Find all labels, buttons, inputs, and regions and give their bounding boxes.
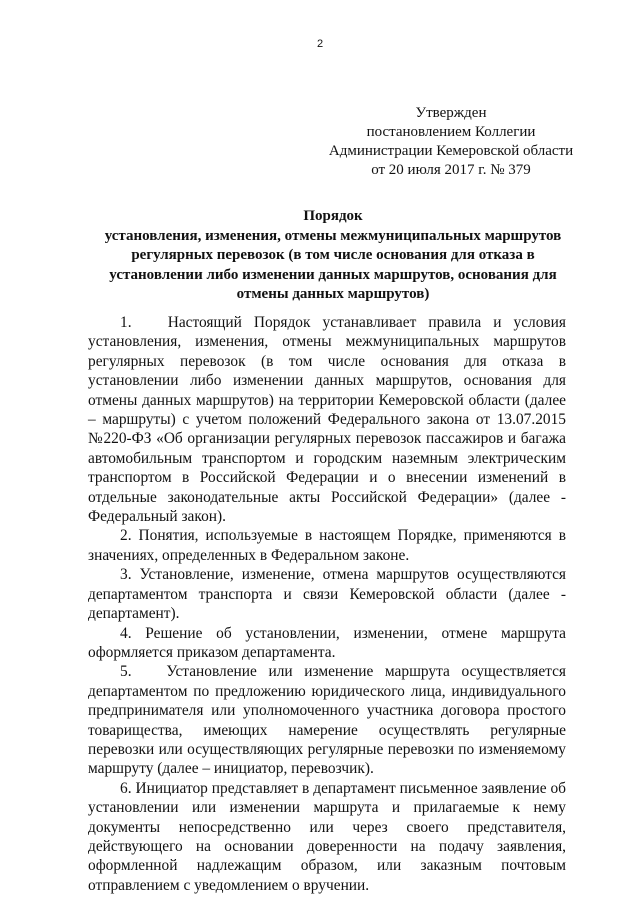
approval-line-3: Администрации Кемеровской области	[328, 143, 574, 159]
paragraph-2: 2. Понятия, используемые в настоящем Порядке, применяются в значениях, определенных в Федеральном законе.	[88, 527, 566, 564]
title-line-1: установления, изменения, отмены межмуниципальных маршрутов	[104, 227, 562, 244]
title-line-3: установлении либо изменении данных маршрутов, основания для	[109, 266, 557, 283]
paragraph-1: 1. Настоящий Порядок устанавливает правила и условия установления, изменения, отмены межмуниципальных маршрутов регулярных перевозок (в том числе основания для отказа в установлении либо изменении данных маршрутов, основания для отмены данных маршрутов) на территории Кемеровской области (далее – маршруты) с учетом положений Федерального закона от 13.07.2015 №220-ФЗ «Об организации регулярных перевозок пассажиров и багажа автомобильным транспортом и городским наземным электрическим транспортом в Российской Федерации и о внесении изменений в отдельные законодательные акты Российской Федерации» (далее - Федеральный закон).	[88, 314, 566, 526]
page-number: 2	[316, 38, 324, 50]
title-line-4: отмены данных маршрутов)	[236, 286, 430, 302]
title-line-2: регулярных перевозок (в том числе основания для отказа в	[131, 247, 535, 263]
document-body	[88, 313, 566, 895]
document-title	[78, 207, 588, 305]
approval-line-1: Утвержден	[415, 105, 487, 121]
approval-stamp	[316, 104, 586, 180]
paragraph-5: 5. Установление или изменение маршрута осуществляется департаментом по предложению юридического лица, индивидуального предпринимателя или уполномоченного участника договора простого товарищества, имеющих намерение осуществлять регулярные перевозки или осуществляющих регулярные перевозки по изменяемому маршруту (далее – инициатор, перевозчик).	[88, 663, 566, 778]
paragraph-3: 3. Установление, изменение, отмена маршрутов осуществляются департаментом транспорта и связи Кемеровской области (далее - департамент).	[88, 566, 566, 623]
approval-line-2: постановлением Коллегии	[366, 124, 536, 140]
title-heading: Порядок	[303, 208, 363, 224]
paragraph-4: 4. Решение об установлении, изменении, отмене маршрута оформляется приказом департамента.	[88, 624, 566, 661]
approval-line-4: от 20 июля 2017 г. № 379	[371, 162, 531, 178]
paragraph-6: 6. Инициатор представляет в департамент письменное заявление об установлении или изменении маршрута и прилагаемые к нему документы непосредственно или через своего представителя, действующего на основании доверенности на подачу заявления, оформленной надлежащим образом, или заказным почтовым отправлением с уведомлением о вручении.	[88, 779, 566, 894]
